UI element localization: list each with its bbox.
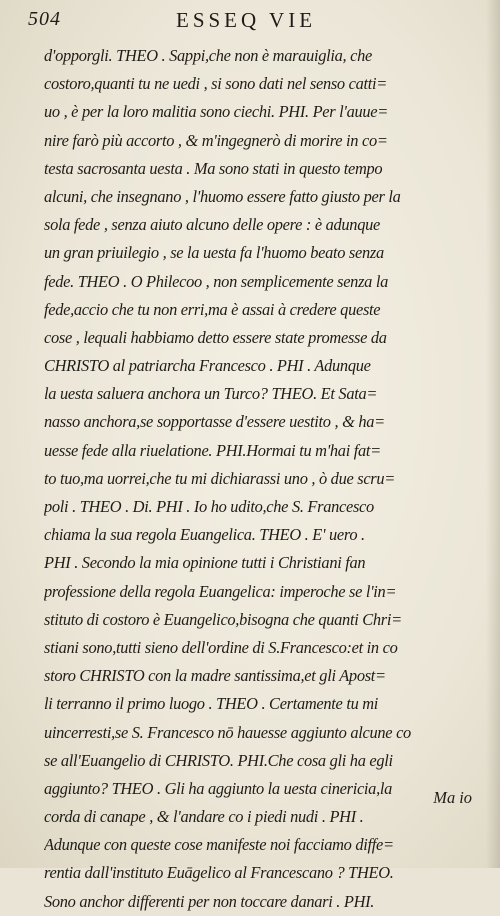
text-line: poli . THEO . Di. PHI . Io ho udito,che S. Francesco <box>44 497 374 516</box>
text-line: fede,accio che tu non erri,ma è assai à credere queste <box>44 299 381 319</box>
text-line: un gran priuilegio , se la uesta fa l'huomo beato senza <box>44 243 384 263</box>
text-line: rentia dall'instituto Euāgelico al Francescano ? THEO. <box>44 863 394 883</box>
catchword: Ma io <box>433 788 472 807</box>
running-head: ESSEQ VIE <box>176 8 317 32</box>
text-line: sola fede , senza aiuto alcuno delle opere : è adunque <box>44 215 380 235</box>
text-line: alcuni, che insegnano , l'huomo essere fatto giusto per la <box>44 186 401 206</box>
text-line: se all'Euangelio di CHRISTO. PHI.Che cosa gli ha egli <box>44 750 393 770</box>
text-line: storo CHRISTO con la madre santissima,et gli Apost= <box>44 666 386 686</box>
text-line: corda di canape , & l'andare co i piedi nudi . PHI . <box>44 807 364 827</box>
text-line: la uesta saluera anchora un Turco? THEO. Et Sata= <box>44 384 378 404</box>
body-text <box>44 42 490 916</box>
text-line: chiama la sua regola Euangelica. THEO . E' uero . <box>44 525 365 545</box>
text-line: Sono anchor differenti per non toccare danari . PHI. <box>44 891 375 911</box>
page-number: 504 <box>28 8 61 30</box>
text-line: uo , è per la loro malitia sono ciechi. PHI. Per l'auue= <box>44 102 389 122</box>
text-line: aggiunto? THEO . Gli ha aggiunto la uesta cinericia,la <box>44 778 393 798</box>
text-line: nasso anchora,se sopportasse d'essere uestito , & ha= <box>44 412 385 432</box>
text-line: costoro,quanti tu ne uedi , si sono dati nel senso catti= <box>44 74 387 94</box>
text-line: uesse fede alla riuelatione. PHI.Hormai tu m'hai fat= <box>44 440 381 460</box>
text-line: fede. THEO . O Philecoo , non semplicemente senza la <box>44 271 389 291</box>
text-line: d'opporgli. THEO . Sappi,che non è marauiglia, che <box>44 46 372 65</box>
text-line: stiani sono,tutti sieno dell'ordine di S.Francesco:et in co <box>44 637 398 657</box>
text-line: testa sacrosanta uesta . Ma sono stati in questo tempo <box>44 158 383 178</box>
text-line: cose , lequali habbiamo detto essere state promesse da <box>44 327 387 347</box>
text-line: to tuo,ma uorrei,che tu mi dichiarassi uno , ò due scru= <box>44 468 396 488</box>
text-line: stituto di costoro è Euangelico,bisogna che quanti Chri= <box>44 609 402 629</box>
text-line: CHRISTO al patriarcha Francesco . PHI . Adunque <box>44 356 371 376</box>
text-line: uincerresti,se S. Francesco nō hauesse aggiunto alcune co <box>44 722 411 742</box>
page-header <box>28 8 482 38</box>
text-line: Adunque con queste cose manifeste noi facciamo diffe= <box>44 835 394 855</box>
text-line: PHI . Secondo la mia opinione tutti i Christiani fan <box>44 553 366 573</box>
text-line: li terranno il primo luogo . THEO . Certamente tu mi <box>44 694 379 714</box>
text-line: nire farò più accorto , & m'ingegnerò di morire in co= <box>44 130 388 150</box>
text-line: professione della regola Euangelica: imperoche se l'in= <box>44 581 397 601</box>
